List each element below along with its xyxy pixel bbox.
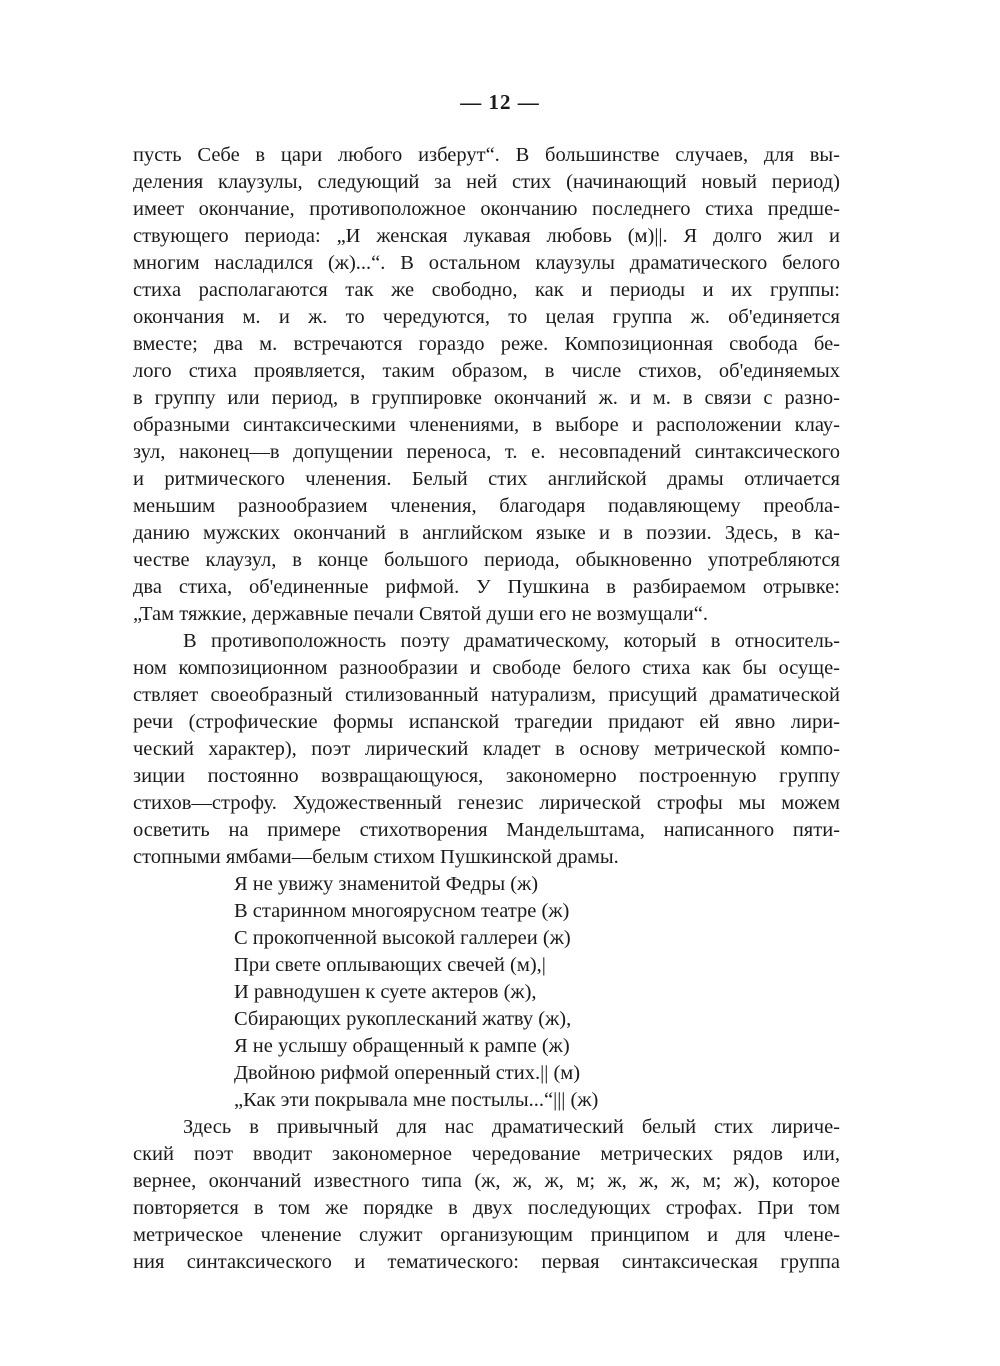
text-line: „Там тяжкие, державные печали Святой души его не возмущали“. xyxy=(133,603,708,625)
text-line: ческий характер), поэт лирический кладет в основу метрической компо- xyxy=(133,738,840,760)
text-line: повторяется в том же порядке в двух последующих строфах. При том xyxy=(133,1197,840,1219)
text-line: вместе; два м. встречаются гораздо реже. Композиционная свобода бе- xyxy=(133,333,840,355)
poem-line: В старинном многоярусном театре (ж) xyxy=(234,900,570,922)
poem-line: „Как эти покрывала мне постылы...“||| (ж) xyxy=(234,1089,599,1111)
text-line: В противоположность поэту драматическому, который в относитель- xyxy=(183,630,840,652)
text-line: честве клаузул, в конце большого периода, обыкновенно употребляются xyxy=(133,549,840,571)
text-line: осветить на примере стихотворения Мандельштама, написанного пяти- xyxy=(133,819,840,841)
text-line: стихов—строфу. Художественный генезис лирической строфы мы можем xyxy=(133,792,840,814)
poem-line: Двойною рифмой оперенный стих.|| (м) xyxy=(234,1062,581,1084)
text-line: метрическое членение служит организующим принципом и для члене- xyxy=(133,1224,840,1246)
text-line: вернее, окончаний известного типа (ж, ж, ж, м; ж, ж, ж, м; ж), которое xyxy=(133,1170,840,1192)
text-line: Здесь в привычный для нас драматический белый стих лириче- xyxy=(183,1116,840,1138)
text-line: зиции постоянно возвращающуюся, закономерно построенную группу xyxy=(133,765,840,787)
text-line: стиха располагаются так же свободно, как и периоды и их группы: xyxy=(133,279,840,301)
text-line: пусть Себе в цари любого изберут“. В большинстве случаев, для вы- xyxy=(133,144,840,166)
text-line: образными синтаксическими членениями, в выборе и расположении клау- xyxy=(133,414,840,436)
page-number: — 12 — xyxy=(460,90,540,114)
text-line: имеет окончание, противоположное окончанию последнего стиха предше- xyxy=(133,198,840,220)
text-line: два стиха, об'единенные рифмой. У Пушкина в разбираемом отрывке: xyxy=(133,576,840,598)
text-line: в группу или период, в группировке окончаний ж. и м. в связи с разно- xyxy=(133,387,840,409)
text-line: речи (строфические формы испанской трагедии придают ей явно лири- xyxy=(133,711,840,733)
text-line: зул, наконец—в допущении переноса, т. е. несовпадений синтаксического xyxy=(133,441,840,463)
text-line: меньшим разнообразием членения, благодаря подавляющему преобла- xyxy=(133,495,840,517)
text-line: данию мужских окончаний в английском языке и в поэзии. Здесь, в ка- xyxy=(133,522,840,544)
poem-line: Я не услышу обращенный к рампе (ж) xyxy=(234,1035,570,1057)
text-line: лого стиха проявляется, таким образом, в числе стихов, об'единяемых xyxy=(133,360,840,382)
poem-line: Сбирающих рукоплесканий жатву (ж), xyxy=(234,1008,572,1030)
text-line: ния синтаксического и тематического: первая синтаксическая группа xyxy=(133,1251,840,1273)
text-line: окончания м. и ж. то чередуются, то целая группа ж. об'единяется xyxy=(133,306,840,328)
text-line: многим насладился (ж)...“. В остальном клаузулы драматического белого xyxy=(133,252,840,274)
text-line: и ритмического членения. Белый стих английской драмы отличается xyxy=(133,468,840,490)
poem-line: С прокопченной высокой галлереи (ж) xyxy=(234,927,571,949)
text-line: ном композиционном разнообразии и свободе белого стиха как бы осуще- xyxy=(133,657,840,679)
text-line: стопными ямбами—белым стихом Пушкинской драмы. xyxy=(133,846,619,868)
text-line: деления клаузулы, следующий за ней стих (начинающий новый период) xyxy=(133,171,840,193)
text-line: ствующего периода: „И женская лукавая любовь (м)||. Я долго жил и xyxy=(133,225,840,247)
poem-line: При свете оплывающих свечей (м),| xyxy=(234,954,546,976)
text-line: ский поэт вводит закономерное чередование метрических рядов или, xyxy=(133,1143,840,1165)
text-line: ствляет своеобразный стилизованный натурализм, присущий драматической xyxy=(133,684,840,706)
poem-line: Я не увижу знаменитой Федры (ж) xyxy=(234,873,539,895)
poem-line: И равнодушен к суете актеров (ж), xyxy=(234,981,537,1003)
